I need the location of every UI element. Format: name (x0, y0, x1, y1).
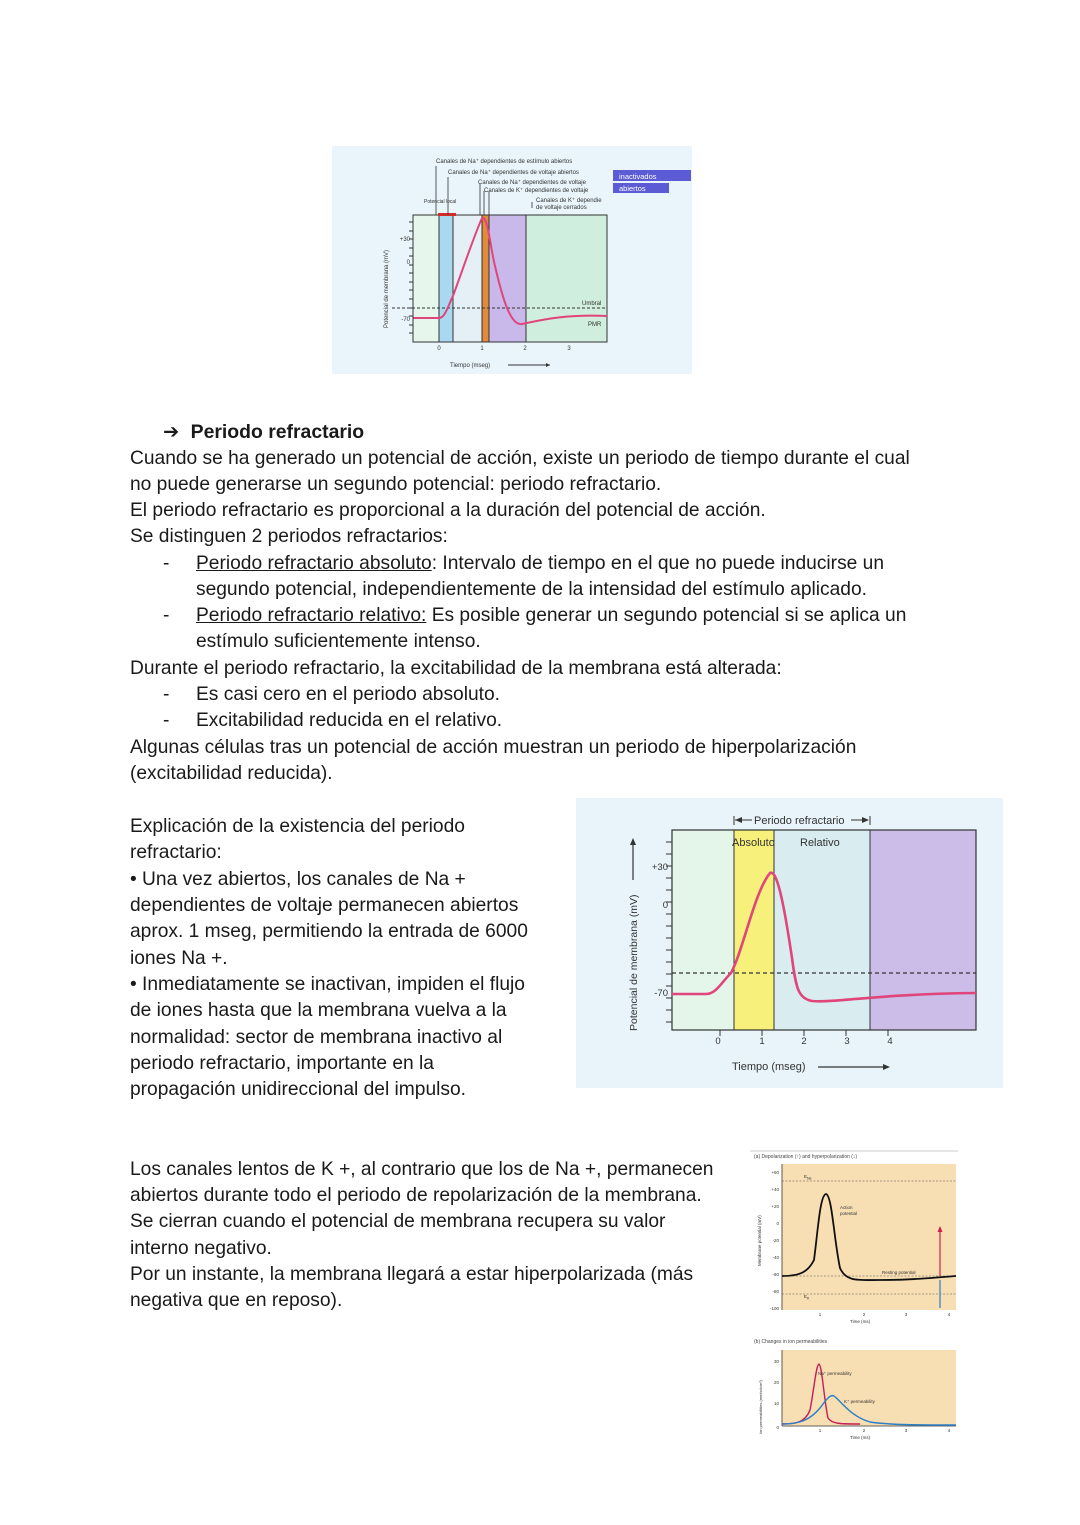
figure1-xtick-0: 0 (437, 346, 441, 352)
explain-line: • Una vez abiertos, los canales de Na + (130, 869, 466, 890)
figure3-ytick: +60 (771, 1170, 779, 1175)
figure1-xlabel: Tiempo (mseg) (450, 363, 491, 369)
svg-text:3: 3 (904, 1428, 908, 1433)
paragraph-line: Cuando se ha generado un potencial de acción, existe un periodo de tiempo durante el cual (130, 448, 910, 469)
figure1-annot-6: de voltaje cerrados (536, 205, 587, 211)
figure2-xtick-1: 1 (759, 1036, 765, 1047)
figure2-ytick-30: +30 (651, 862, 668, 873)
figure-action-potential-channels (332, 146, 692, 374)
explain-line: aprox. 1 mseg, permitiendo la entrada de 6000 (130, 921, 528, 942)
term-relativo: Periodo refractario relativo: (196, 605, 427, 626)
figure3-na-label: Na⁺ permeability (818, 1371, 852, 1376)
figure3-ytick: -20 (772, 1238, 779, 1243)
svg-text:1: 1 (818, 1428, 822, 1433)
list-item-absoluto: Periodo refractario absoluto: Intervalo de tiempo en el que no puede inducirse un (196, 553, 885, 574)
figure1-ytick-70: -70 (401, 317, 410, 323)
figure3-ytick: -100 (769, 1306, 779, 1311)
figure3-k-label: K⁺ permeability (844, 1399, 875, 1404)
explain-line: normalidad: sector de membrana inactivo al (130, 1027, 503, 1048)
figure3-time-a: Time (ms) (850, 1319, 871, 1324)
svg-text:3: 3 (904, 1312, 908, 1317)
explain-line: de iones hasta que la membrana vuelva a la (130, 1000, 507, 1021)
paragraph-line: Durante el periodo refractario, la excitabilidad de la membrana está alterada: (130, 658, 782, 679)
dash-bullet: - (163, 710, 170, 731)
svg-text:abiertos: abiertos (619, 184, 646, 193)
explain-line: propagación unidireccional del impulso. (130, 1079, 466, 1100)
figure1-annot-1: Canales de Na⁺ dependientes de estímulo abiertos (436, 159, 573, 165)
explain-line: periodo refractario, importante en la (130, 1053, 434, 1074)
figure1-xtick-3: 3 (567, 346, 571, 352)
explain-line: Explicación de la existencia del periodo (130, 816, 465, 837)
svg-text:30: 30 (773, 1359, 779, 1364)
svg-text:4: 4 (947, 1312, 951, 1317)
figure2-ylabel: Potencial de membrana (mV) (628, 894, 640, 1031)
paragraph-line: Algunas células tras un potencial de acción muestran un periodo de hiperpolarización (130, 737, 857, 758)
kpara-line: Por un instante, la membrana llegará a estar hiperpolarizada (más (130, 1264, 694, 1285)
list-item: Excitabilidad reducida en el relativo. (196, 710, 503, 731)
arrow-bullet-icon: ➔ (163, 421, 180, 443)
figure2-region-after (870, 830, 976, 1030)
paragraph-line: El periodo refractario es proporcional a la duración del potencial de acción. (130, 500, 766, 521)
figure-refractory-period (576, 798, 1003, 1088)
figure1-region-purple (489, 215, 526, 342)
figure3-ytick: 0 (776, 1221, 779, 1226)
svg-text:4: 4 (947, 1428, 951, 1433)
list-item-relativo: Periodo refractario relativo: Es posible generar un segundo potencial si se aplica un (196, 605, 907, 626)
figure1-region-na-open (439, 215, 453, 342)
term-absoluto: Periodo refractario absoluto (196, 553, 432, 574)
svg-text:inactivados: inactivados (619, 172, 657, 181)
figure-depolarization-permeability (750, 1150, 960, 1445)
section-heading (163, 420, 364, 444)
figure2-xtick-0: 0 (715, 1036, 721, 1047)
figure1-ytick-0: 0 (406, 260, 410, 266)
figure1-annot-4: Canales de K⁺ dependientes de voltaje (484, 188, 589, 194)
explain-line: iones Na +. (130, 948, 228, 969)
figure1-xtick-2: 2 (523, 346, 527, 352)
figure1-region-local (453, 215, 482, 342)
kpara-line: interno negativo. (130, 1238, 272, 1259)
figure2-absoluto-label: Absoluto (732, 837, 775, 849)
dash-bullet: - (163, 605, 170, 626)
figure2-xlabel: Tiempo (mseg) (732, 1061, 806, 1073)
figure1-annot-5: Canales de K⁺ dependie (536, 198, 602, 204)
figure2-region-absoluto (734, 830, 774, 1030)
list-item-continuation: estímulo suficientemente intenso. (196, 631, 481, 652)
figure3-ytick: -80 (772, 1289, 779, 1294)
svg-text:0: 0 (776, 1425, 779, 1430)
figure3-title-a: (a) Depolarization (↑) and hyperpolarization (↓) (754, 1154, 858, 1160)
figure3-ylabel-a: Membrane potential (mV) (757, 1215, 762, 1266)
paragraph-line: (excitabilidad reducida). (130, 763, 333, 784)
svg-text:2: 2 (862, 1428, 866, 1433)
figure1-annot-2: Canales de Na⁺ dependientes de voltaje abiertos (448, 170, 579, 176)
figure1-pmr-label: PMR (588, 322, 602, 328)
figure1-ylabel: Potencial de membrana (mV) (384, 249, 390, 328)
figure2-top-label: Periodo refractario (754, 815, 845, 827)
dash-bullet: - (163, 553, 170, 574)
list-item: Es casi cero en el periodo absoluto. (196, 684, 500, 705)
figure2-ytick-70: -70 (654, 988, 668, 999)
section-title: Periodo refractario (190, 421, 365, 443)
figure3-ylabel-b: Ion permeabilities (mmho/cm²) (758, 1379, 763, 1434)
figure1-local-marker (438, 213, 456, 216)
figure3-ek-label: $E_K$ (804, 1294, 810, 1301)
figure1-xtick-1: 1 (480, 346, 484, 352)
figure3-ytick: +40 (771, 1187, 779, 1192)
figure3-action-label-2: potential (840, 1211, 858, 1216)
figure3-action-label-1: Action (840, 1205, 853, 1210)
svg-text:1: 1 (818, 1312, 822, 1317)
figure2-ytick-0: 0 (662, 900, 668, 911)
dash-bullet: - (163, 684, 170, 705)
figure2-xtick-4: 4 (887, 1036, 893, 1047)
figure1-pot-local-label: Potencial local (424, 199, 457, 205)
kpara-line: Los canales lentos de K +, al contrario que los de Na +, permanecen (130, 1159, 714, 1180)
figure1-region-pre (413, 215, 439, 342)
figure3-ytick: +20 (771, 1204, 779, 1209)
figure2-relativo-label: Relativo (800, 837, 840, 849)
figure2-xtick-2: 2 (801, 1036, 807, 1047)
figure3-ytick: -40 (772, 1255, 779, 1260)
figure3-ytick: -60 (772, 1272, 779, 1277)
figure1-annot-3: Canales de Na⁺ dependientes de voltaje (478, 180, 586, 186)
kpara-line: negativa que en reposo). (130, 1290, 343, 1311)
explain-line: refractario: (130, 842, 222, 863)
svg-text:20: 20 (773, 1380, 779, 1385)
figure3-resting-label: Resting potential (882, 1270, 916, 1275)
kpara-line: Se cierran cuando el potencial de membrana recupera su valor (130, 1211, 666, 1232)
figure1-ytick-30: +30 (399, 237, 410, 243)
paragraph-line: no puede generarse un segundo potencial: periodo refractario. (130, 474, 662, 495)
explain-line: • Inmediatamente se inactivan, impiden el flujo (130, 974, 525, 995)
figure3-panel-a (782, 1164, 956, 1310)
kpara-line: abiertos durante todo el periodo de repolarización de la membrana. (130, 1185, 702, 1206)
list-item-continuation: segundo potencial, independientemente de la intensidad del estímulo aplicado. (196, 579, 867, 600)
figure3-title-b: (b) Changes in ion permeabilities (754, 1339, 828, 1345)
paragraph-line: Se distinguen 2 periodos refractarios: (130, 526, 448, 547)
figure2-xtick-3: 3 (844, 1036, 850, 1047)
figure3-ena-label: $E_{Na}$ (804, 1174, 812, 1181)
explain-line: dependientes de voltaje permanecen abiertos (130, 895, 519, 916)
figure1-umbral-label: Umbral (582, 301, 602, 307)
figure3-time-b: Time (ms) (850, 1435, 871, 1440)
svg-text:10: 10 (773, 1401, 779, 1406)
svg-text:2: 2 (862, 1312, 866, 1317)
